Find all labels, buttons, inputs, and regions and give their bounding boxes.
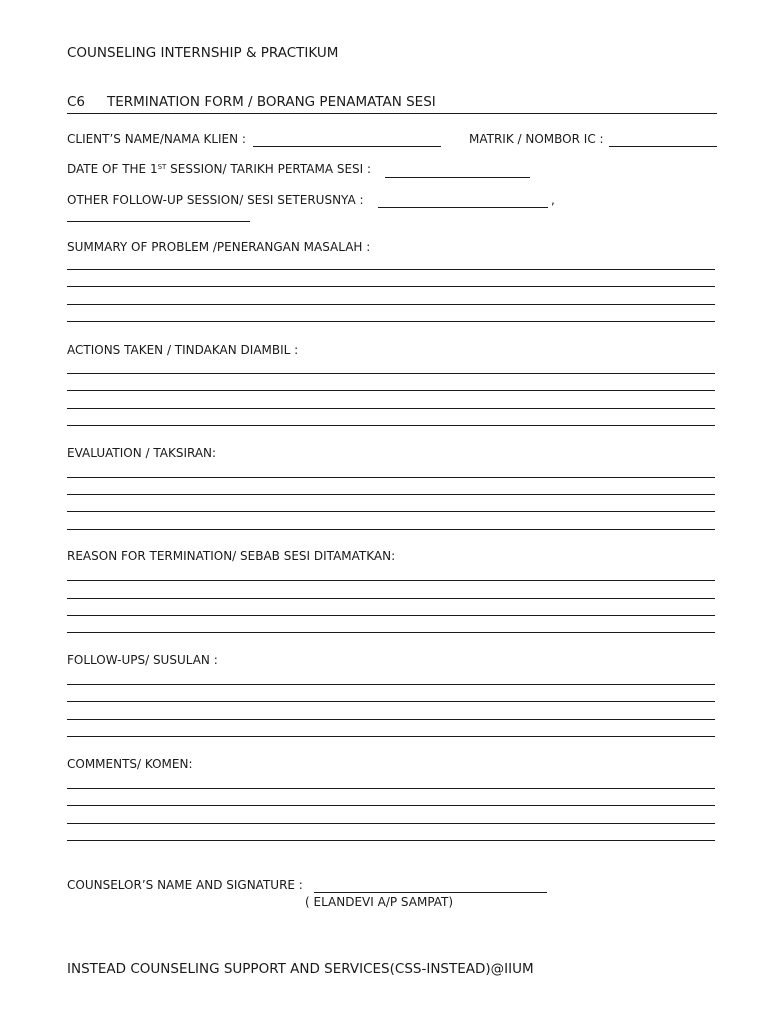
reason-line-3[interactable] bbox=[67, 615, 715, 616]
followups-line-3[interactable] bbox=[67, 719, 715, 720]
followup-session-field-1[interactable] bbox=[378, 207, 548, 208]
summary-line-4[interactable] bbox=[67, 321, 715, 322]
form-code: C6 bbox=[67, 94, 86, 110]
program-title: COUNSELING INTERNSHIP & PRACTIKUM bbox=[67, 45, 339, 61]
counselor-signature-field[interactable] bbox=[314, 892, 547, 893]
first-session-label-post: SESSION/ TARIKH PERTAMA SESI : bbox=[166, 162, 372, 176]
comments-line-3[interactable] bbox=[67, 823, 715, 824]
actions-line-3[interactable] bbox=[67, 408, 715, 409]
actions-line-4[interactable] bbox=[67, 425, 715, 426]
comments-label: COMMENTS/ KOMEN: bbox=[67, 757, 193, 771]
actions-line-2[interactable] bbox=[67, 390, 715, 391]
first-session-field[interactable] bbox=[385, 177, 530, 178]
counselor-signature-label: COUNSELOR’S NAME AND SIGNATURE : bbox=[67, 878, 303, 892]
client-name-label: CLIENT’S NAME/NAMA KLIEN : bbox=[67, 132, 246, 146]
evaluation-line-1[interactable] bbox=[67, 477, 715, 478]
client-name-field[interactable] bbox=[253, 146, 441, 147]
summary-label: SUMMARY OF PROBLEM /PENERANGAN MASALAH : bbox=[67, 240, 371, 254]
matrik-field[interactable] bbox=[609, 146, 717, 147]
comments-line-4[interactable] bbox=[67, 840, 715, 841]
evaluation-line-4[interactable] bbox=[67, 529, 715, 530]
summary-line-2[interactable] bbox=[67, 286, 715, 287]
followups-line-2[interactable] bbox=[67, 701, 715, 702]
matrik-label: MATRIK / NOMBOR IC : bbox=[469, 132, 604, 146]
evaluation-label: EVALUATION / TAKSIRAN: bbox=[67, 446, 217, 460]
footer-text: INSTEAD COUNSELING SUPPORT AND SERVICES(CSS-INSTEAD)@IIUM bbox=[67, 961, 534, 977]
evaluation-line-2[interactable] bbox=[67, 494, 715, 495]
counselor-name: ( ELANDEVI A/P SAMPAT) bbox=[305, 895, 454, 909]
title-underline bbox=[67, 113, 717, 114]
followup-session-label: OTHER FOLLOW-UP SESSION/ SESI SETERUSNYA : bbox=[67, 193, 364, 207]
evaluation-line-3[interactable] bbox=[67, 511, 715, 512]
reason-line-1[interactable] bbox=[67, 580, 715, 581]
first-session-label bbox=[67, 162, 371, 176]
followups-line-1[interactable] bbox=[67, 684, 715, 685]
followups-line-4[interactable] bbox=[67, 736, 715, 737]
followup-session-separator: , bbox=[551, 193, 555, 207]
form-title: TERMINATION FORM / BORANG PENAMATAN SESI bbox=[107, 94, 436, 110]
actions-line-1[interactable] bbox=[67, 373, 715, 374]
reason-line-2[interactable] bbox=[67, 598, 715, 599]
actions-label: ACTIONS TAKEN / TINDAKAN DIAMBIL : bbox=[67, 343, 299, 357]
first-session-label-sup: ST bbox=[157, 163, 167, 171]
comments-line-2[interactable] bbox=[67, 805, 715, 806]
followups-label: FOLLOW-UPS/ SUSULAN : bbox=[67, 653, 218, 667]
followup-session-field-2[interactable] bbox=[67, 221, 250, 222]
first-session-label-pre: DATE OF THE 1 bbox=[67, 162, 158, 176]
reason-line-4[interactable] bbox=[67, 632, 715, 633]
reason-label: REASON FOR TERMINATION/ SEBAB SESI DITAMATKAN: bbox=[67, 549, 396, 563]
summary-line-1[interactable] bbox=[67, 269, 715, 270]
comments-line-1[interactable] bbox=[67, 788, 715, 789]
summary-line-3[interactable] bbox=[67, 304, 715, 305]
